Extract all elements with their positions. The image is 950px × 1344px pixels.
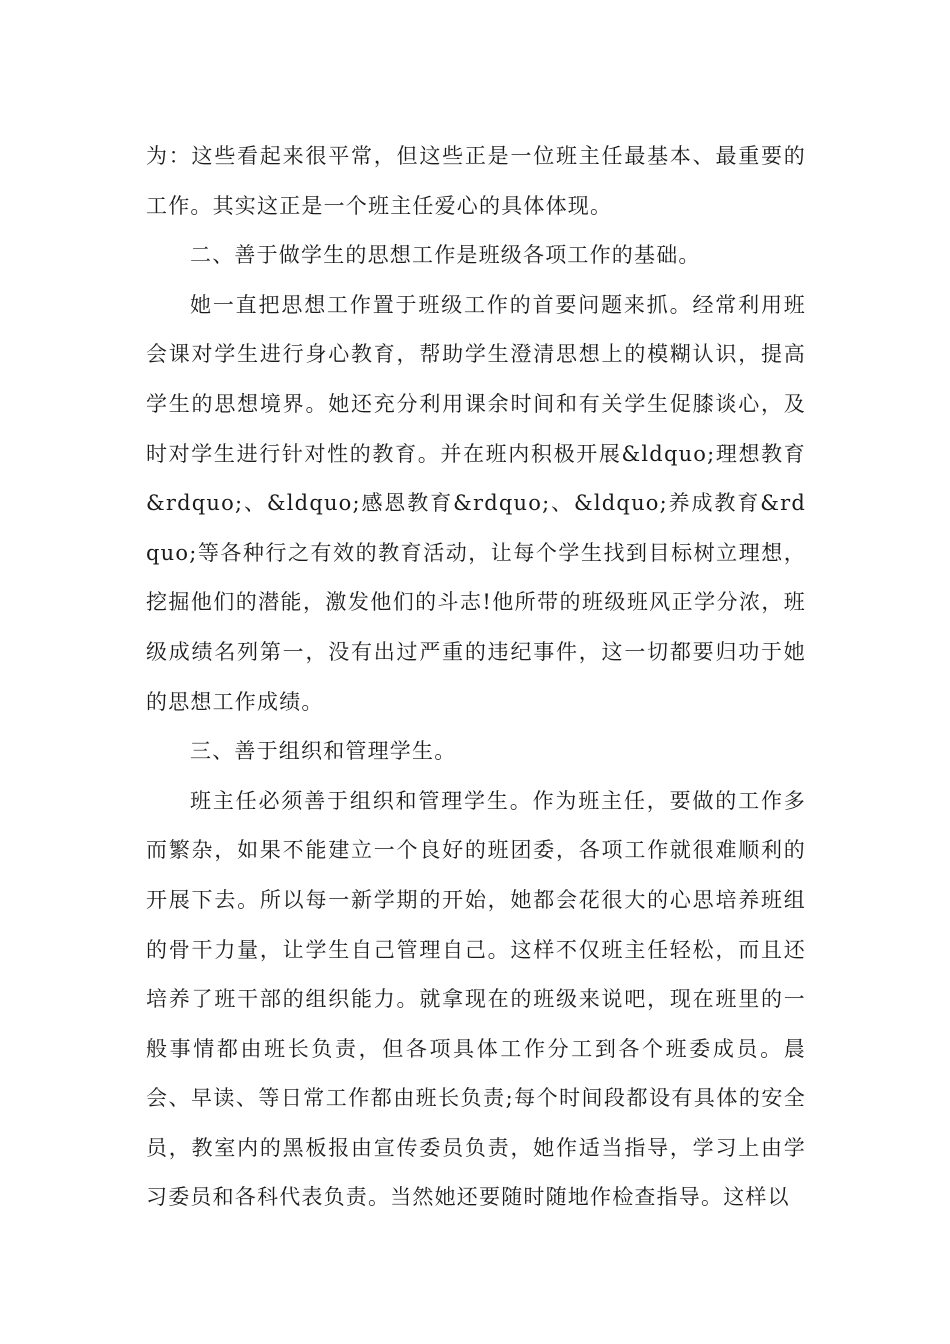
paragraph-class-management: 班主任必须善于组织和管理学生。作为班主任，要做的工作多而繁杂，如果不能建立一个良好的班团委，各项工作就很难顺利的开展下去。所以每一新学期的开始，她都会花很大的心思培养班组的骨干力量，让学生自己管理自己。这样不仅班主任轻松，而且还培养了班干部的组织能力。就拿现在的班级来说吧，现在班里的一般事情都由班长负责，但各项具体工作分工到各个班委成员。晨会、早读、等日常工作都由班长负责;每个时间段都设有具体的安全员，教室内的黑板报由宣传委员负责，她作适当指导，学习上由学习委员和各科代表负责。当然她还要随时随地作检查指导。这样以 <box>146 788 806 1210</box>
section-heading-2: 二、善于做学生的思想工作是班级各项工作的基础。 <box>190 243 701 268</box>
paragraph-thought-work: 她一直把思想工作置于班级工作的首要问题来抓。经常利用班会课对学生进行身心教育，帮助学生澄清思想上的模糊认识，提高学生的思想境界。她还充分利用课余时间和有关学生促膝谈心，及时对学生进行针对性的教育。并在班内积极开展&ldquo;理想教育&rdquo;、&ldquo;感恩教育&rdquo;、&ldquo;养成教育&rdquo;等各种行之有效的教育活动，让每个学生找到目标树立理想，挖掘他们的潜能，激发他们的斗志!他所带的班级班风正学分浓，班级成绩名列第一，没有出过严重的违纪事件，这一切都要归功于她的思想工作成绩。 <box>146 292 806 714</box>
paragraph-continuation: 为：这些看起来很平常，但这些正是一位班主任最基本、最重要的工作。其实这正是一个班主任爱心的具体体现。 <box>146 144 806 218</box>
document-body <box>146 132 806 1223</box>
section-heading-3: 三、善于组织和管理学生。 <box>190 739 457 764</box>
